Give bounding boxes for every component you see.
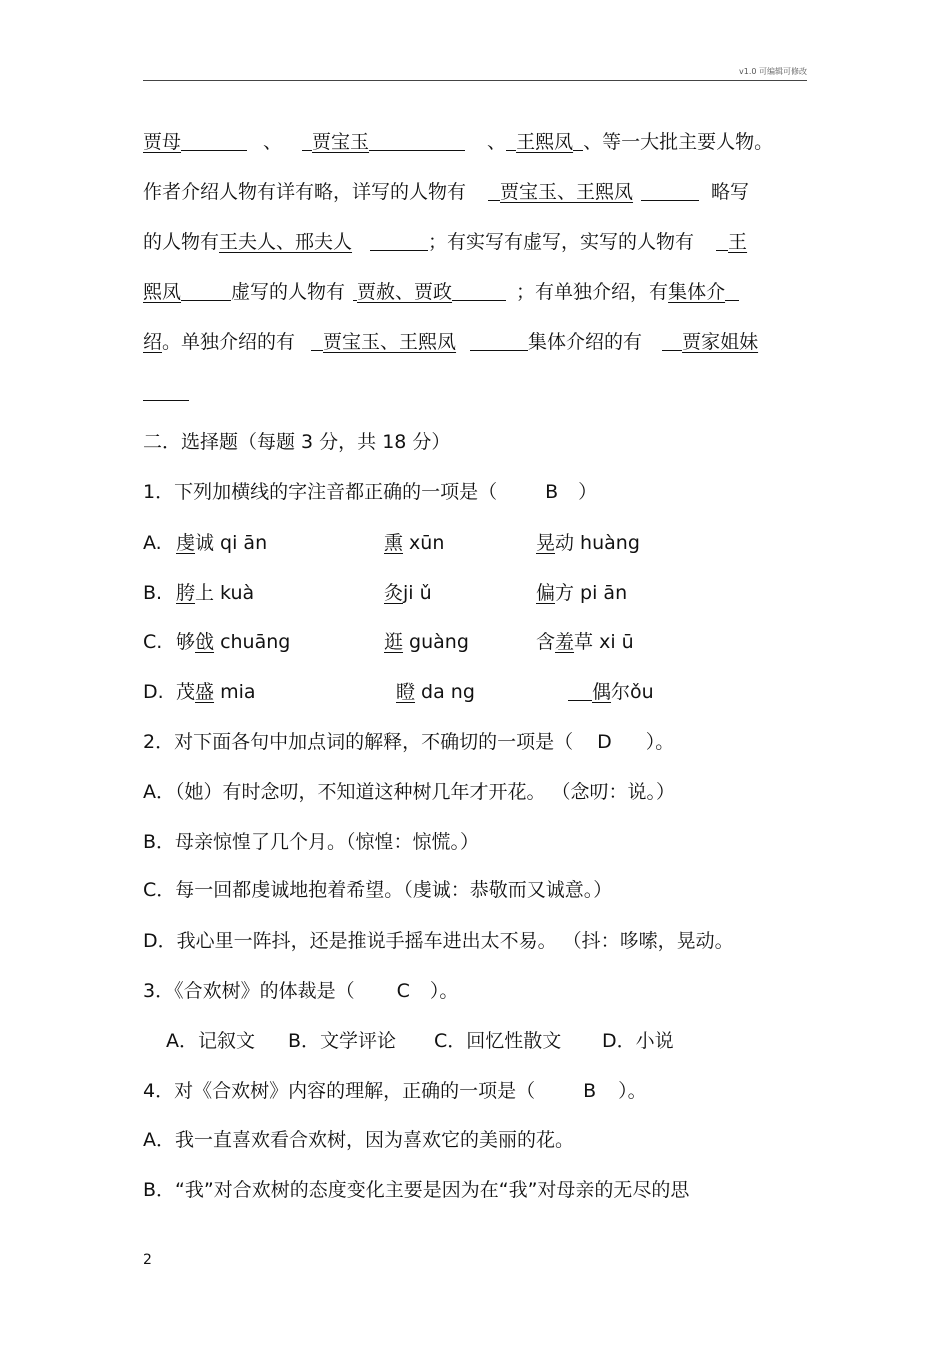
q1-option-b-col1: 胯上 kuà — [176, 582, 255, 604]
q1-option-c-col2: 逛 guàng — [384, 631, 469, 653]
paragraph-line-1: 贾母 、 贾宝玉 、 王熙凤 、等一大批主要人物。 — [143, 131, 774, 153]
q2-option-c: C．每一回都虔诚地抱着希望。（虔诚：恭敬而又诚意。） — [143, 879, 613, 901]
q1-option-d-col3: 偶尔ǒu — [568, 679, 654, 705]
q1-option-a-col2: 熏 xūn — [384, 532, 445, 554]
q1-option-c-col3: 含羞草 xi ū — [536, 631, 634, 653]
paragraph-line-2: 作者介绍人物有详有略，详写的人物有 贾宝玉、王熙凤 略写 — [143, 181, 750, 203]
blank — [181, 132, 247, 151]
underlined-text: 贾宝玉、王熙凤 — [323, 331, 457, 353]
q1-option-c-letter: C. — [143, 631, 163, 653]
question-3-stem: 3．《合欢树》的体裁是（ C ）。 — [143, 980, 459, 1002]
answer: D — [597, 731, 612, 753]
underlined-text: 王夫人、邢夫人 — [219, 231, 353, 253]
q1-option-a-letter: A. — [143, 532, 162, 554]
paragraph-line-6 — [143, 379, 189, 405]
underlined-text: 贾宝玉、王熙凤 — [500, 181, 634, 203]
paragraph-line-4: 熙凤 虚写的人物有 贾赦、贾政 ；有单独介绍，有集体介 — [143, 279, 739, 305]
q1-option-c-col1: 够戗 chuāng — [176, 631, 291, 653]
section-title: 二．选择题（每题 3 分，共 18 分） — [143, 431, 451, 453]
q1-option-b-col2: 灸ji ǔ — [384, 582, 432, 604]
underlined-text: 贾家姐妹 — [682, 331, 759, 353]
paragraph-line-3: 的人物有王夫人、邢夫人 ；有实写有虚写，实写的人物有 王 — [143, 231, 748, 253]
q3-option-c: C．回忆性散文 — [434, 1030, 562, 1052]
q4-option-b: B．“我”对合欢树的态度变化主要是因为在“我”对母亲的无尽的思 — [143, 1179, 690, 1201]
q1-option-b-col3: 偏方 pi ān — [536, 582, 628, 604]
underlined-text: 贾赦、贾政 — [357, 281, 453, 303]
q1-option-a-col1: 虔诚 qi ān — [176, 532, 268, 554]
underlined-text: 贾母 — [143, 131, 182, 153]
question-2-stem: 2．对下面各句中加点词的解释，不确切的一项是（ D ）。 — [143, 731, 675, 753]
paragraph-line-5: 绍。单独介绍的有 贾宝玉、王熙凤 集体介绍的有 贾家姐妹 — [143, 331, 759, 353]
q1-option-a-col3: 晃动 huàng — [536, 532, 640, 554]
blank — [143, 382, 189, 401]
q3-option-a: A．记叙文 — [166, 1030, 255, 1052]
page-number: 2 — [143, 1252, 152, 1268]
question-4-stem: 4．对《合欢树》内容的理解，正确的一项是（ B ）。 — [143, 1080, 647, 1102]
q4-option-a: A．我一直喜欢看合欢树，因为喜欢它的美丽的花。 — [143, 1129, 574, 1151]
underlined-text: 王熙凤 — [516, 131, 574, 153]
underlined-text: 贾宝玉 — [312, 131, 370, 153]
q1-option-b-letter: B. — [143, 582, 163, 604]
q1-option-d-col2: 瞪 da ng — [396, 681, 475, 703]
underlined-text: 熙凤 — [143, 281, 182, 303]
underlined-text: 王 — [728, 231, 748, 253]
answer: C — [396, 980, 410, 1002]
q3-option-d: D．小说 — [602, 1030, 674, 1052]
q2-option-b: B．母亲惊惶了几个月。（惊惶：惊慌。） — [143, 831, 480, 853]
answer: B — [545, 481, 559, 503]
underlined-text: 绍 — [143, 331, 163, 353]
q1-option-d-col1: 茂盛 mia — [176, 681, 256, 703]
question-1-stem: 1．下列加横线的字注音都正确的一项是（ B ） — [143, 481, 598, 503]
header-version-note: v1.0 可编辑可修改 — [739, 67, 807, 76]
q1-option-d-letter: D. — [143, 681, 164, 703]
underlined-text: 集体介 — [668, 281, 726, 303]
q3-option-b: B．文学评论 — [288, 1030, 397, 1052]
q2-option-a: A．（她）有时念叨，不知道这种树几年才开花。 （念叨：说。） — [143, 781, 676, 803]
header-rule — [143, 80, 807, 81]
q2-option-d: D．我心里一阵抖，还是推说手摇车进出太不易。 （抖：哆嗦，晃动。 — [143, 930, 734, 952]
answer: B — [583, 1080, 597, 1102]
